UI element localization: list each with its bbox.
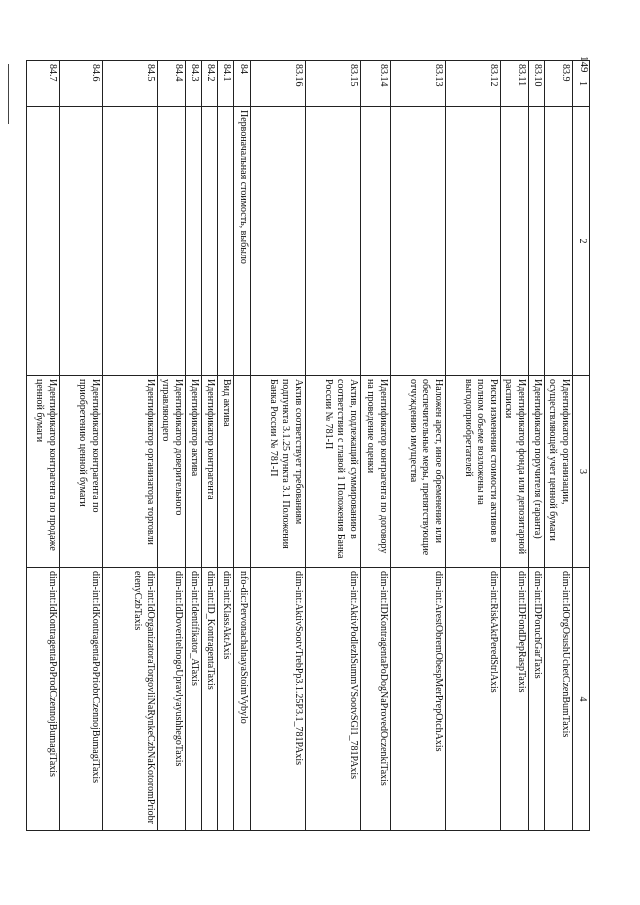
element-code-cell: dim-int:IdOrganizatoraTorgovliNaRynkeCzbNaKotoromPriobretenyCzbTaxis [103, 568, 158, 831]
element-code-cell: dim-int:ArestObremObespMerPrepOtchAxis [391, 568, 446, 831]
table-row [391, 61, 446, 831]
row-number-cell: 83.16 [251, 61, 306, 107]
element-code-cell: dim-int:IdKontragentaPoProdCzennojBumagiTaxis [27, 568, 60, 831]
row-number-cell: 84.4 [158, 61, 186, 107]
row-number-cell: 84.7 [27, 61, 60, 107]
dimension-description-cell: Идентификатор организации, осуществляющей учет ценной бумаги [545, 376, 573, 568]
table-row [234, 61, 251, 831]
indicator-name-cell [251, 107, 306, 376]
element-code-cell: dim-int:Identifikator_ATaxis [186, 568, 202, 831]
indicator-name-cell [186, 107, 202, 376]
dimension-description-cell: Идентификатор актива [186, 376, 202, 568]
element-code-cell: dim-int:AktivPodlezhSummVSootvSGl1_781PAxis [306, 568, 361, 831]
dimension-description-cell: Вид актива [218, 376, 234, 568]
column-header-1: 1 [573, 61, 590, 107]
row-number-cell: 83.11 [501, 61, 529, 107]
table-row [501, 61, 529, 831]
element-code-cell: dim-int:RiskAktPeredStrlAxis [446, 568, 501, 831]
indicator-name-cell [103, 107, 158, 376]
row-number-cell: 84 [234, 61, 251, 107]
table-row [103, 61, 158, 831]
row-number-cell: 83.9 [545, 61, 573, 107]
dimension-description-cell: Идентификатор доверительного управляющего [158, 376, 186, 568]
column-header-3: 3 [573, 376, 590, 568]
rotated-page-content [26, 60, 590, 831]
column-header-4: 4 [573, 568, 590, 831]
table-row [27, 61, 60, 831]
element-code-cell: dim-int:IDFondDepRaspTaxis [501, 568, 529, 831]
row-number-cell: 84.3 [186, 61, 202, 107]
dimension-description-cell: Риски изменения стоимости активов в полном объеме возложены на выгодоприобретателей [446, 376, 501, 568]
row-number-cell: 84.1 [218, 61, 234, 107]
table-row [251, 61, 306, 831]
element-code-cell: dim-int:IdDoveritelnogoUpravlyayushhegoTaxis [158, 568, 186, 831]
indicator-name-cell [391, 107, 446, 376]
element-code-cell: dim-int:AktivSootvTrebPp3.1.25P3.1_781PAxis [251, 568, 306, 831]
indicator-name-cell [361, 107, 391, 376]
table-row [361, 61, 391, 831]
table-row [446, 61, 501, 831]
dimension-description-cell: Идентификатор организатора торговли [103, 376, 158, 568]
element-code-cell: nfo-dic:PervonachalnayaStoimVybylo [234, 568, 251, 831]
row-number-cell: 84.2 [202, 61, 218, 107]
row-number-cell: 83.13 [391, 61, 446, 107]
dimension-description-cell: Идентификатор контрагента по приобретению ценной бумаги [60, 376, 103, 568]
element-code-cell: dim-int:IDKontragentaPoDogNaProvedOczenkiTaxis [361, 568, 391, 831]
table-row [60, 61, 103, 831]
dimension-description-cell: Идентификатор контрагента [202, 376, 218, 568]
element-code-cell: dim-int:IdOrgOsushUchetCzenBumTaxis [545, 568, 573, 831]
table-row [202, 61, 218, 831]
dimension-description-cell: Идентификатор фонда или депозитарной расписки [501, 376, 529, 568]
element-code-cell: dim-int:ID_KontragentaTaxis [202, 568, 218, 831]
indicator-name-cell [158, 107, 186, 376]
element-code-cell: dim-int:IDPoruchGarTaxis [529, 568, 545, 831]
indicator-name-cell [446, 107, 501, 376]
element-code-cell: dim-int:KlassAktAxis [218, 568, 234, 831]
table-row [186, 61, 202, 831]
element-code-cell: dim-int:IdKontragentaPoPriobrCzennojBumagiTaxis [60, 568, 103, 831]
dimension-description-cell: Актив соответствует требованиям подпункта 3.1.25 пункта 3.1 Положения Банка России № 781-П [251, 376, 306, 568]
indicator-name-cell [202, 107, 218, 376]
dimension-description-cell [234, 376, 251, 568]
indicator-name-cell [218, 107, 234, 376]
row-number-cell: 84.5 [103, 61, 158, 107]
dimension-description-cell: Идентификатор контрагента по продаже ценной бумаги [27, 376, 60, 568]
row-number-cell: 83.12 [446, 61, 501, 107]
table-row [306, 61, 361, 831]
table-row [158, 61, 186, 831]
dimension-description-cell: Идентификатор контрагента по договору на проведение оценки [361, 376, 391, 568]
row-number-cell: 84.6 [60, 61, 103, 107]
row-number-cell: 83.15 [306, 61, 361, 107]
row-number-cell: 83.10 [529, 61, 545, 107]
document-table [26, 60, 590, 831]
table-body [27, 61, 573, 831]
table-row [529, 61, 545, 831]
margin-mark [8, 64, 9, 124]
indicator-name-cell: Первоначальная стоимость, выбыло [234, 107, 251, 376]
indicator-name-cell [27, 107, 60, 376]
indicator-name-cell [501, 107, 529, 376]
indicator-name-cell [545, 107, 573, 376]
indicator-name-cell [306, 107, 361, 376]
indicator-name-cell [529, 107, 545, 376]
page-number: 149 [578, 56, 590, 73]
row-number-cell: 83.14 [361, 61, 391, 107]
column-header-2: 2 [573, 107, 590, 376]
dimension-description-cell: Идентификатор поручителя (гаранта) [529, 376, 545, 568]
table-row [218, 61, 234, 831]
table-row [545, 61, 573, 831]
indicator-name-cell [60, 107, 103, 376]
dimension-description-cell: Актив, подлежащий суммированию в соответствии с главой 1 Положения Банка России № 781-П [306, 376, 361, 568]
table-header-row [573, 61, 590, 831]
dimension-description-cell: Наложен арест, иное обременение или обеспечительные меры, препятствующие отчуждению имущества [391, 376, 446, 568]
